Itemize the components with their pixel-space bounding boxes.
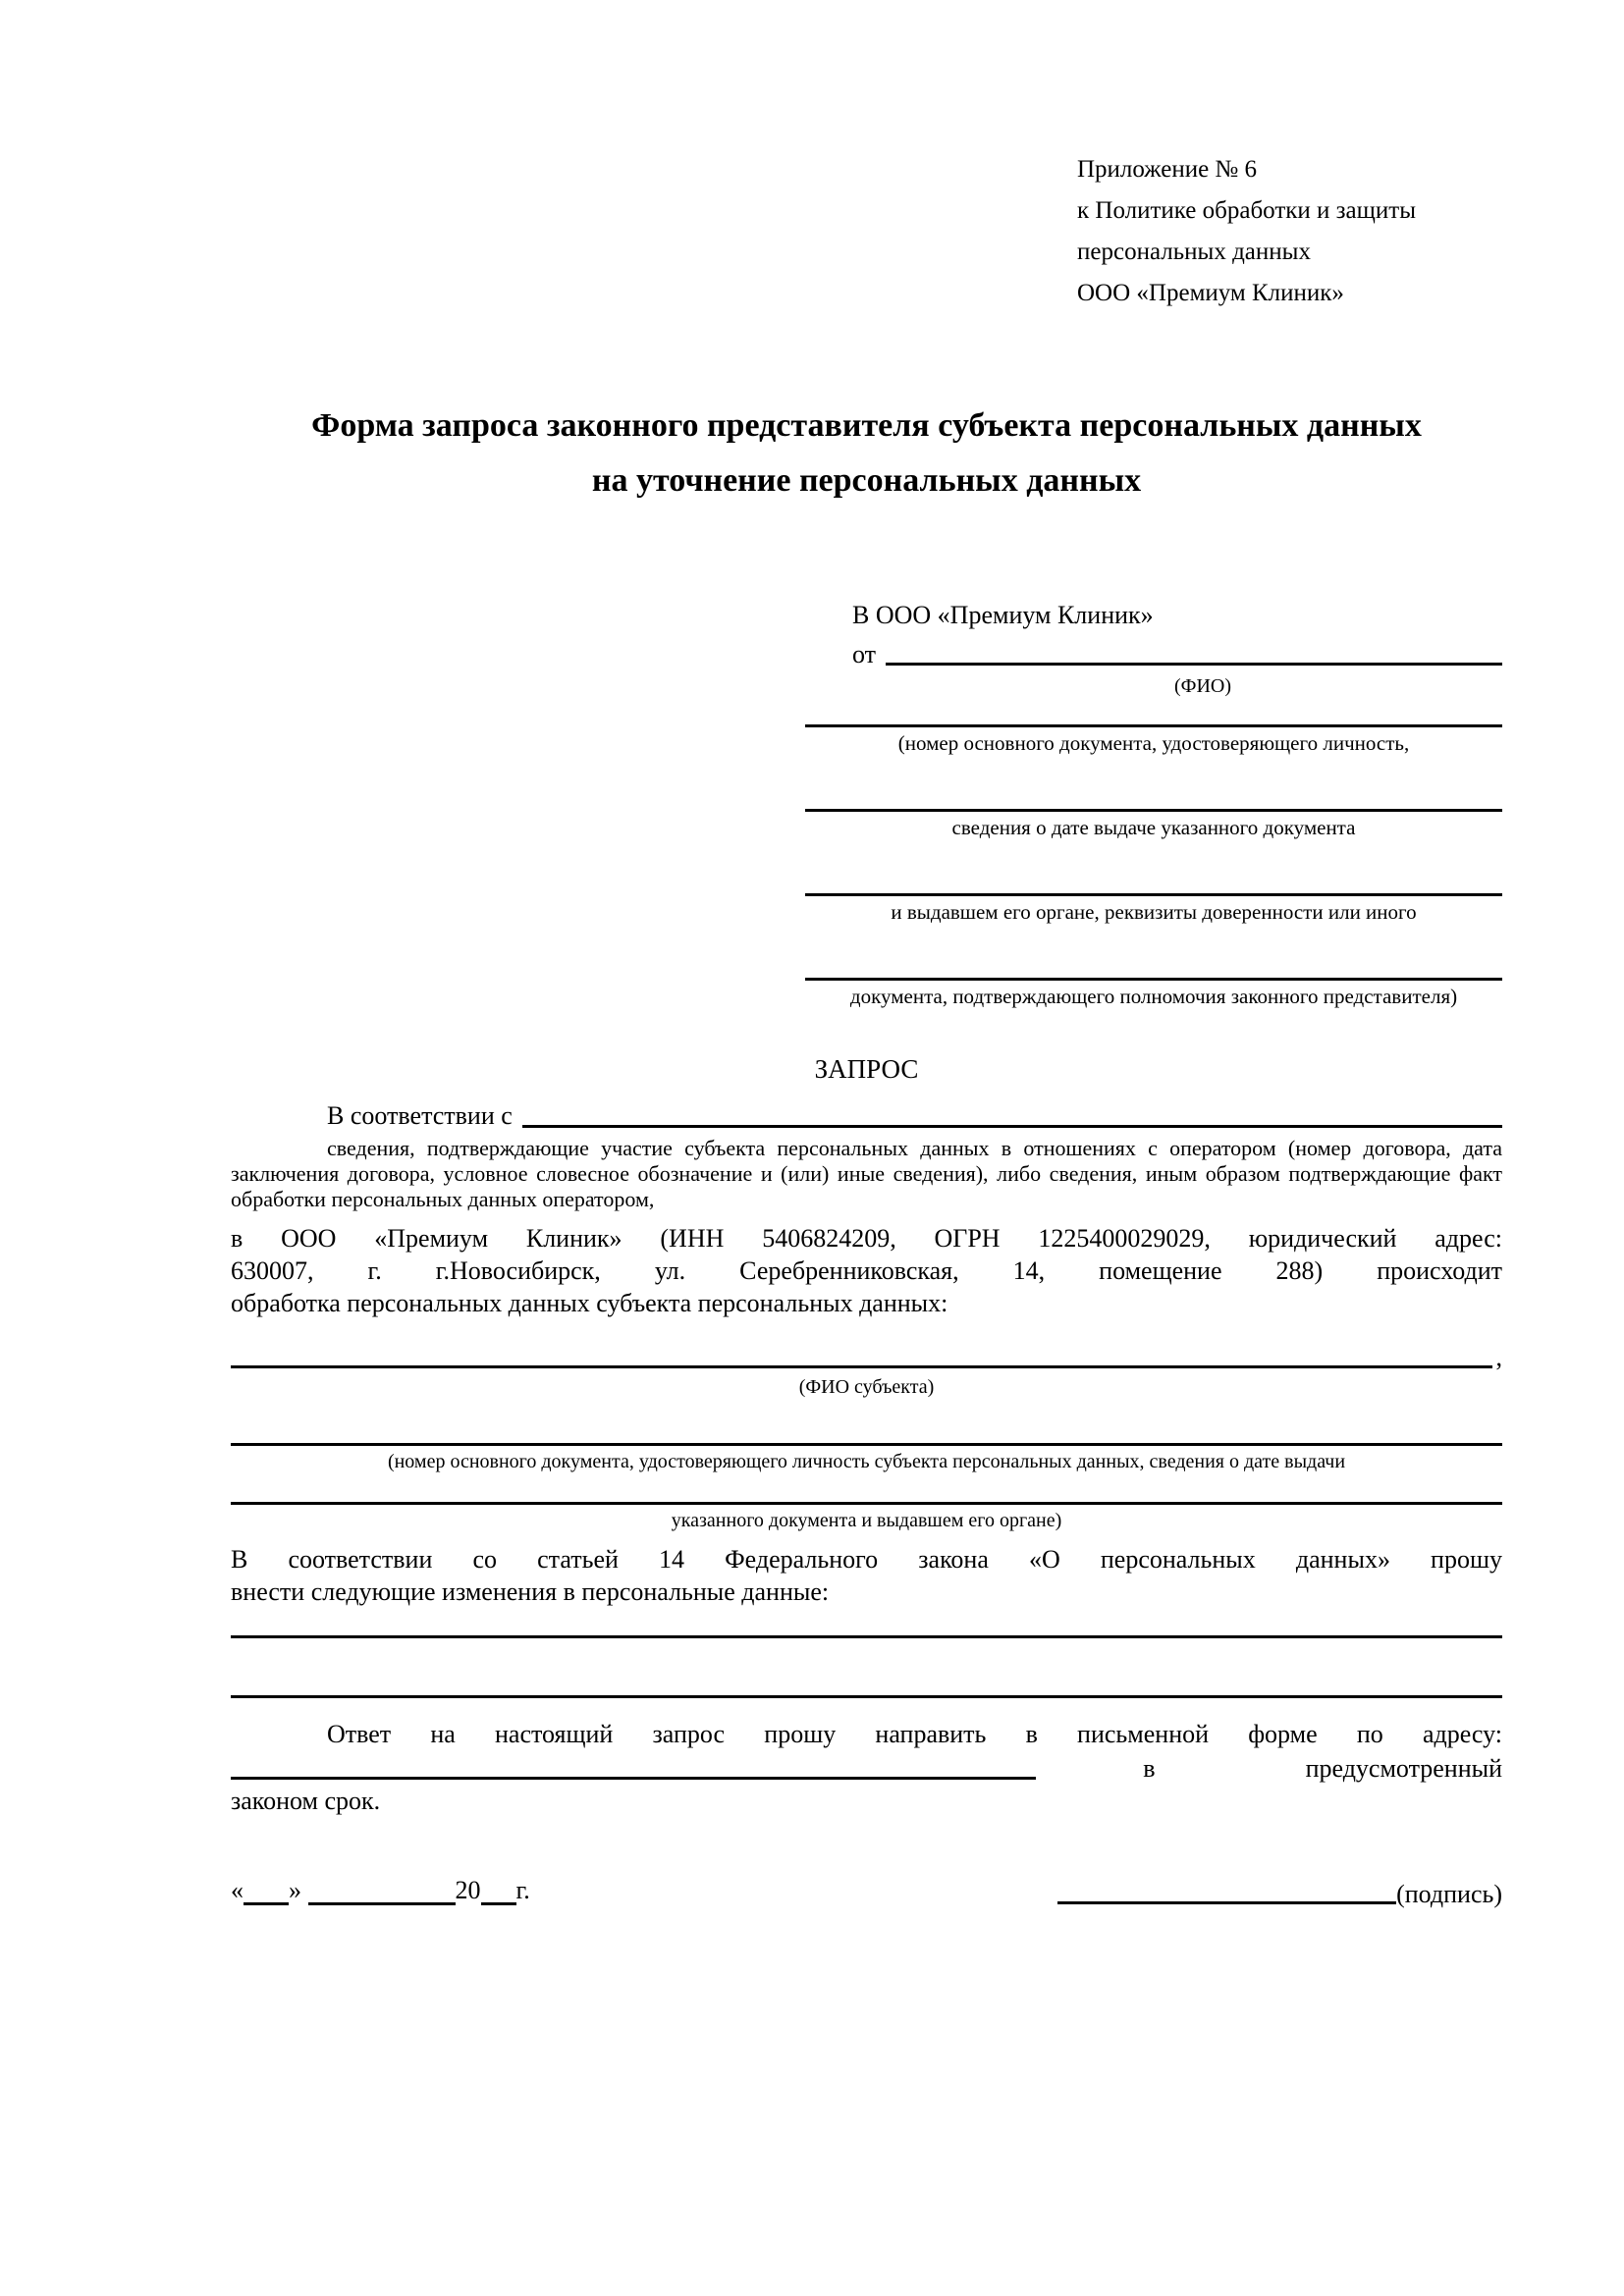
blank-line-group (805, 893, 1502, 925)
blank-line-group (805, 724, 1502, 756)
fineprint-note (231, 1136, 1502, 1212)
subject-doc-caption: указанного документа и выдавшем его органе) (671, 1510, 1062, 1531)
document-title (231, 399, 1502, 508)
blank-caption: сведения о дате выдаче указанного документа (951, 816, 1356, 839)
signature-blank-line (1057, 1876, 1396, 1904)
blank-caption: и выдавшем его органе, реквизиты доверенности или иного (891, 900, 1417, 924)
changes-blank-line (231, 1695, 1502, 1698)
subject-doc-caption: (номер основного документа, удостоверяющего личность субъекта персональных данных, сведения о дате выдачи (387, 1451, 1346, 1472)
fineprint-line: заключения договора, условное словесное обозначение и (или) иные сведения), либо сведения, иным образом подтверждающие факт (231, 1161, 1502, 1186)
intro-row (231, 1099, 1502, 1132)
date-year-suffix: г. (515, 1876, 530, 1904)
date-day-blank (244, 1877, 289, 1905)
date-open-quote: « (231, 1876, 244, 1904)
answer-address-row (231, 1752, 1502, 1785)
answer-paragraph (231, 1718, 1502, 1817)
article14-paragraph-line: В соответствии со статьей 14 Федерального закона «О персональных данных» прошу (231, 1545, 1502, 1574)
operator-paragraph-line: 630007, г. г.Новосибирск, ул. Серебренниковская, 14, помещение 288) происходит (231, 1256, 1502, 1285)
appendix-block (1077, 149, 1502, 314)
appendix-line: ООО «Премиум Клиник» (1077, 280, 1344, 306)
date-signature-row (231, 1876, 1502, 1909)
fineprint-line: сведения, подтверждающие участие субъекта персональных данных в отношениях с оператором (номер договора, дата (327, 1136, 1502, 1160)
answer-lead-line: Ответ на настоящий запрос прошу направить в письменной форме по адресу: (327, 1720, 1502, 1748)
operator-paragraph-line: обработка персональных данных субъекта персональных данных: (231, 1289, 948, 1317)
addressee-from-row (805, 640, 1502, 669)
fineprint-line: обработки персональных данных оператором, (231, 1187, 655, 1211)
appendix-line: Приложение № 6 (1077, 156, 1258, 183)
date-group (231, 1876, 530, 1909)
from-label: от (852, 640, 877, 668)
document-title-line: на уточнение персональных данных (591, 462, 1142, 499)
appendix-line: персональных данных (1077, 239, 1311, 265)
fio-caption: (ФИО) (1173, 675, 1231, 697)
request-heading: ЗАПРОС (814, 1054, 919, 1084)
operator-paragraph-line: в ООО «Премиум Клиник» (ИНН 5406824209, ОГРН 1225400029029, юридический адрес: (231, 1224, 1502, 1253)
article14-paragraph-line: внести следующие изменения в персональные данные: (231, 1577, 830, 1606)
addressee-block (805, 601, 1502, 1009)
date-year-blank (481, 1877, 516, 1905)
answer-tail-word: предусмотренный (1305, 1754, 1502, 1783)
date-year-prefix: 20 (455, 1876, 481, 1904)
subject-doc-group (231, 1443, 1502, 1474)
document-content (231, 0, 1502, 1909)
document-title-line: Форма запроса законного представителя субъекта персональных данных (311, 407, 1422, 444)
article14-paragraph (231, 1543, 1502, 1608)
subject-fio-row (231, 1343, 1502, 1372)
subject-fio-comma: , (1495, 1343, 1502, 1371)
date-close-quote: » (289, 1876, 301, 1904)
appendix-line: к Политике обработки и защиты (1077, 197, 1417, 224)
answer-mid-word: в (1143, 1754, 1156, 1783)
changes-blank-line (231, 1635, 1502, 1638)
blank-line-group (805, 978, 1502, 1009)
blank-caption: (номер основного документа, удостоверяющего личность, (897, 731, 1410, 755)
from-blank-line (886, 640, 1502, 666)
intro-blank-line (522, 1099, 1502, 1128)
blank-line-group (805, 809, 1502, 840)
signature-caption: (подпись) (1396, 1880, 1502, 1908)
operator-paragraph (231, 1222, 1502, 1319)
answer-address-blank-line (231, 1777, 1036, 1780)
intro-label: В соответствии с (327, 1101, 513, 1130)
blank-caption: документа, подтверждающего полномочия законного представителя) (849, 985, 1458, 1008)
subject-fio-blank-line (231, 1343, 1492, 1368)
subject-fio-caption: (ФИО субъекта) (798, 1376, 935, 1398)
answer-end-line: законом срок. (231, 1787, 381, 1815)
date-month-blank (308, 1877, 456, 1905)
signature-group (1057, 1876, 1502, 1909)
subject-doc-group (231, 1502, 1502, 1533)
addressee-to: В ООО «Премиум Клиник» (852, 601, 1154, 629)
